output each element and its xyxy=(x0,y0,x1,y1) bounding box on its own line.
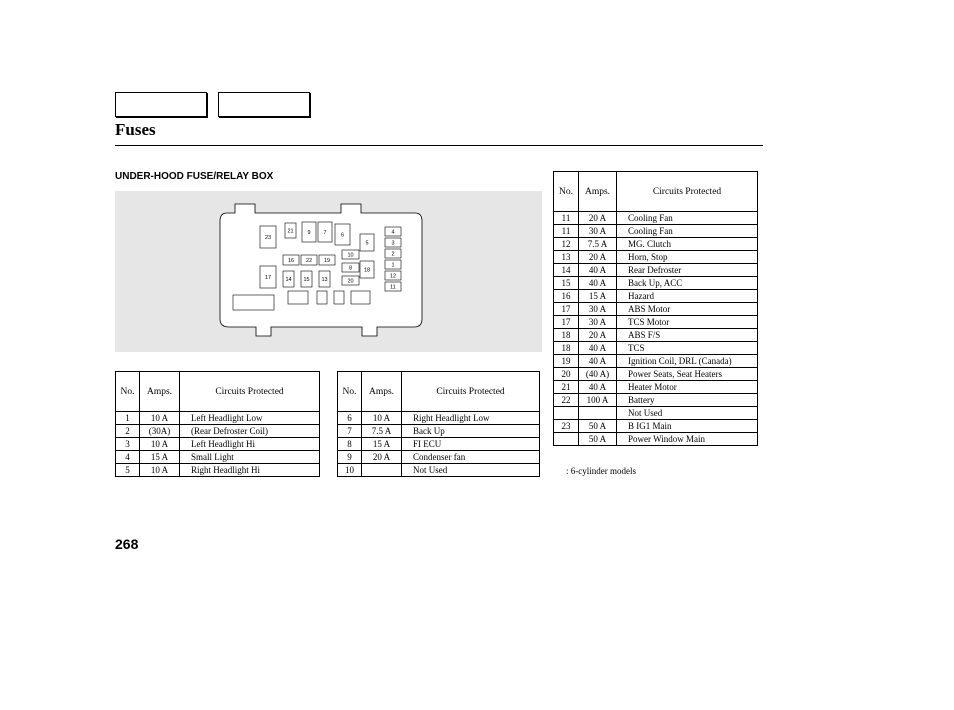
fuse-circuit: Back Up xyxy=(402,425,540,438)
fuse-number: 2 xyxy=(116,425,140,438)
table-row xyxy=(338,425,540,438)
table-row xyxy=(554,329,758,342)
section-title: UNDER-HOOD FUSE/RELAY BOX xyxy=(115,171,274,182)
fuse-amps: 30 A xyxy=(579,225,617,238)
fuse-amps: 40 A xyxy=(579,342,617,355)
table-row xyxy=(338,412,540,425)
fuse-number: 17 xyxy=(554,303,579,316)
fuse-slot-label: 11 xyxy=(390,284,396,291)
fuse-box-diagram xyxy=(115,191,542,352)
fuse-slot xyxy=(233,295,274,310)
fuse-number: 5 xyxy=(116,464,140,477)
table-row xyxy=(554,251,758,264)
fuse-circuit: Power Seats, Seat Heaters xyxy=(617,368,758,381)
table-row xyxy=(554,238,758,251)
fuse-amps: 40 A xyxy=(579,277,617,290)
fuse-amps: 40 A xyxy=(579,355,617,368)
fuse-number: 4 xyxy=(116,451,140,464)
col-circuits: Circuits Protected xyxy=(402,372,540,412)
table-row xyxy=(554,303,758,316)
fuse-circuit: Hazard xyxy=(617,290,758,303)
fuse-circuit: Cooling Fan xyxy=(617,225,758,238)
fuse-table-1-5 xyxy=(115,371,320,477)
fuse-amps: 50 A xyxy=(579,420,617,433)
table-row xyxy=(554,407,758,420)
nav-tab-left[interactable] xyxy=(115,92,207,117)
table-row xyxy=(554,316,758,329)
fuse-amps: 20 A xyxy=(579,251,617,264)
fuse-slot-label: 12 xyxy=(389,273,397,280)
fuse-amps: 7.5 A xyxy=(362,425,402,438)
table-row xyxy=(116,464,320,477)
fuse-slot-label: 16 xyxy=(287,258,295,264)
fuse-amps: 10 A xyxy=(140,412,180,425)
fuse-slot-label: 9 xyxy=(307,230,311,236)
fuse-amps: 7.5 A xyxy=(579,238,617,251)
fuse-amps: 30 A xyxy=(579,303,617,316)
fuse-slot-label: 19 xyxy=(323,258,331,264)
fuse-table-6-10 xyxy=(337,371,540,477)
fuse-circuit: Ignition Coil, DRL (Canada) xyxy=(617,355,758,368)
table-row xyxy=(554,368,758,381)
fuse-circuit: Rear Defroster xyxy=(617,264,758,277)
fuse-number: 8 xyxy=(338,438,362,451)
fuse-number: 10 xyxy=(338,464,362,477)
fuse-slot-label: 15 xyxy=(303,277,310,283)
fuse-slot-label: 20 xyxy=(347,278,354,285)
fuse-slot-label: 2 xyxy=(391,251,395,258)
fuse-number: 17 xyxy=(554,316,579,329)
table-row xyxy=(554,433,758,446)
fuse-number: 18 xyxy=(554,329,579,342)
fuse-slot-label: 18 xyxy=(363,267,371,274)
fuse-circuit: B IG1 Main xyxy=(617,420,758,433)
col-circuits: Circuits Protected xyxy=(617,172,758,212)
col-circuits: Circuits Protected xyxy=(180,372,320,412)
fuse-circuit: Not Used xyxy=(617,407,758,420)
table-row xyxy=(554,394,758,407)
fuse-circuit: Not Used xyxy=(402,464,540,477)
page-number: 268 xyxy=(115,536,139,552)
fuse-slot-label: 13 xyxy=(321,277,328,283)
fuse-amps: 20 A xyxy=(579,329,617,342)
fuse-circuit: Small Light xyxy=(180,451,320,464)
fuse-circuit: Left Headlight Hi xyxy=(180,438,320,451)
col-no: No. xyxy=(116,372,140,412)
fuse-slot xyxy=(351,291,370,304)
fuse-number: 16 xyxy=(554,290,579,303)
fuse-circuit: Condenser fan xyxy=(402,451,540,464)
fuse-circuit: Power Window Main xyxy=(617,433,758,446)
fuse-number: 15 xyxy=(554,277,579,290)
fuse-slot xyxy=(334,291,344,304)
table-row xyxy=(554,342,758,355)
fuse-number: 9 xyxy=(338,451,362,464)
fuse-number: 6 xyxy=(338,412,362,425)
page-title: Fuses xyxy=(115,120,156,139)
fuse-slot-label: 3 xyxy=(391,240,395,247)
fuse-number: 13 xyxy=(554,251,579,264)
table-row xyxy=(554,381,758,394)
fuse-number: 1 xyxy=(116,412,140,425)
table-row xyxy=(554,277,758,290)
fuse-amps: 100 A xyxy=(579,394,617,407)
fuse-amps: (40 A) xyxy=(579,368,617,381)
table-row xyxy=(338,451,540,464)
fuse-circuit: ABS Motor xyxy=(617,303,758,316)
fuse-number: 22 xyxy=(554,394,579,407)
table-row xyxy=(116,438,320,451)
table-row xyxy=(116,412,320,425)
table-row xyxy=(554,212,758,225)
fuse-circuit: FI ECU xyxy=(402,438,540,451)
fuse-circuit: TCS Motor xyxy=(617,316,758,329)
fuse-number: 18 xyxy=(554,342,579,355)
col-no: No. xyxy=(554,172,579,212)
fuse-circuit: Horn, Stop xyxy=(617,251,758,264)
fuse-amps: 10 A xyxy=(140,438,180,451)
fuse-amps: 40 A xyxy=(579,264,617,277)
fuse-circuit: Cooling Fan xyxy=(617,212,758,225)
fuse-slot-label: 1 xyxy=(391,262,395,269)
fuse-slot-label: 22 xyxy=(305,258,313,264)
fuse-number: 19 xyxy=(554,355,579,368)
fuse-box-drawing xyxy=(115,191,542,352)
fuse-amps: 15 A xyxy=(362,438,402,451)
fuse-slot-label: 8 xyxy=(348,265,353,272)
fuse-amps: (30A) xyxy=(140,425,180,438)
fuse-slot-label: 4 xyxy=(391,229,395,236)
table-row xyxy=(554,225,758,238)
table-row xyxy=(554,264,758,277)
fuse-number: 14 xyxy=(554,264,579,277)
table-row xyxy=(554,290,758,303)
table-row xyxy=(338,438,540,451)
fuse-amps: 20 A xyxy=(579,212,617,225)
fuse-circuit: Battery xyxy=(617,394,758,407)
table-row xyxy=(116,425,320,438)
nav-tab-right[interactable] xyxy=(218,92,310,117)
fuse-amps: 30 A xyxy=(579,316,617,329)
fuse-circuit: TCS xyxy=(617,342,758,355)
fuse-amps xyxy=(362,464,402,477)
fuse-slot-label: 23 xyxy=(264,235,272,241)
fuse-amps: 40 A xyxy=(579,381,617,394)
fuse-circuit: (Rear Defroster Coil) xyxy=(180,425,320,438)
fuse-slot xyxy=(317,291,327,304)
table-row xyxy=(116,451,320,464)
col-amps: Amps. xyxy=(362,372,402,412)
fuse-amps: 15 A xyxy=(140,451,180,464)
fuse-number xyxy=(554,433,579,446)
fuse-slot-label: 17 xyxy=(264,275,272,281)
fuse-slot-label: 21 xyxy=(287,228,294,235)
fuse-number: 11 xyxy=(554,225,579,238)
fuse-amps: 10 A xyxy=(362,412,402,425)
table-row xyxy=(338,464,540,477)
fuse-circuit: MG. Clutch xyxy=(617,238,758,251)
fuse-number: 3 xyxy=(116,438,140,451)
fuse-slot-label: 14 xyxy=(285,277,292,283)
fuse-table-11-23 xyxy=(553,171,758,446)
fuse-slot-label: 6 xyxy=(340,232,345,239)
footnote: : 6-cylinder models xyxy=(566,466,636,476)
fuse-number: 12 xyxy=(554,238,579,251)
fuse-circuit: Left Headlight Low xyxy=(180,412,320,425)
fuse-number xyxy=(554,407,579,420)
fuse-number: 23 xyxy=(554,420,579,433)
fuse-amps: 50 A xyxy=(579,433,617,446)
fuse-slot xyxy=(288,291,308,304)
fuse-amps xyxy=(579,407,617,420)
table-row xyxy=(554,355,758,368)
fuse-amps: 10 A xyxy=(140,464,180,477)
fuse-slot-label: 7 xyxy=(323,230,327,236)
fuse-amps: 20 A xyxy=(362,451,402,464)
fuse-circuit: Back Up, ACC xyxy=(617,277,758,290)
title-divider xyxy=(115,145,763,146)
fuse-slot-label: 5 xyxy=(365,240,369,247)
fuse-number: 7 xyxy=(338,425,362,438)
fuse-amps: 15 A xyxy=(579,290,617,303)
fuse-number: 11 xyxy=(554,212,579,225)
fuse-circuit: Right Headlight Hi xyxy=(180,464,320,477)
fuse-number: 20 xyxy=(554,368,579,381)
col-amps: Amps. xyxy=(140,372,180,412)
table-row xyxy=(554,420,758,433)
fuse-circuit: Heater Motor xyxy=(617,381,758,394)
fuse-slot-label: 10 xyxy=(347,252,354,259)
fuse-circuit: ABS F/S xyxy=(617,329,758,342)
fuse-number: 21 xyxy=(554,381,579,394)
fuse-circuit: Right Headlight Low xyxy=(402,412,540,425)
col-no: No. xyxy=(338,372,362,412)
col-amps: Amps. xyxy=(579,172,617,212)
